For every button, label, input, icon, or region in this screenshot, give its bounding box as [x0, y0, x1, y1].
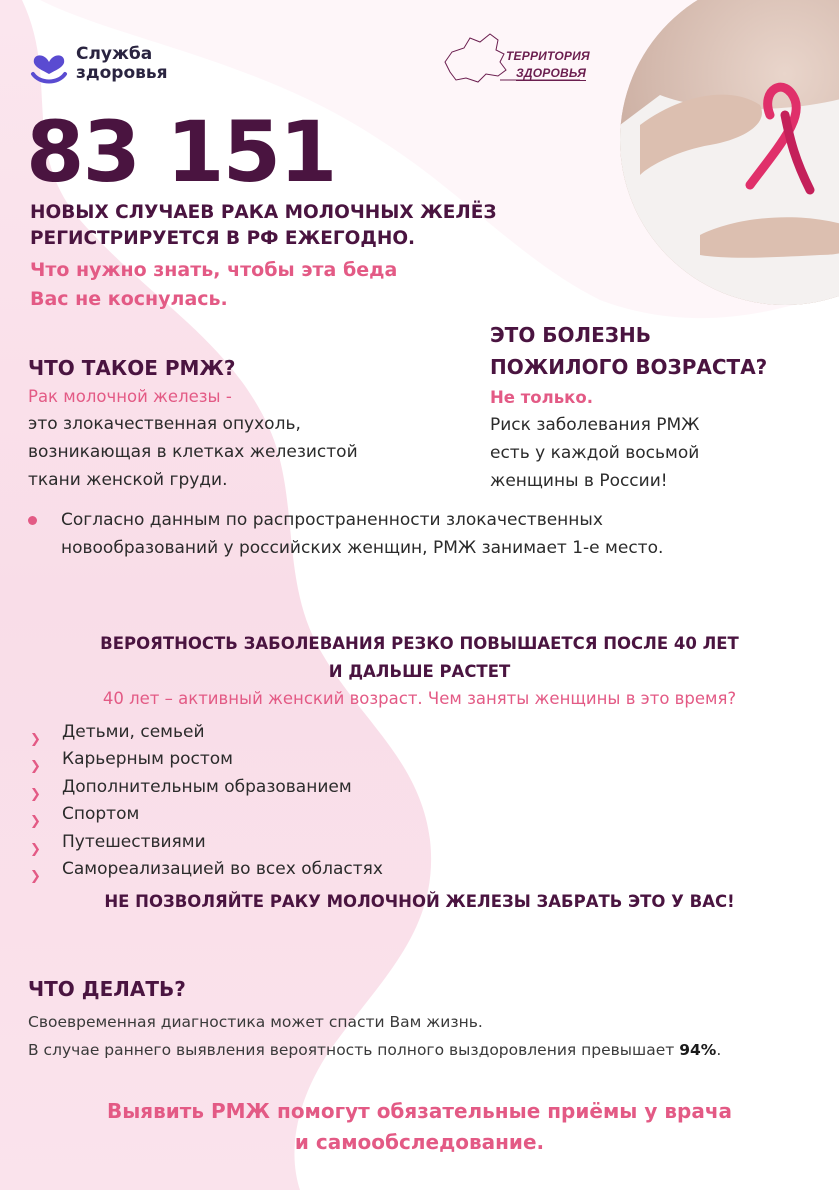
logo2-text-line2: ЗДОРОВЬЯ — [516, 66, 587, 80]
section-todo-line1: Своевременная диагностика может спасти Вам жизнь. — [28, 1013, 483, 1031]
section-age-title — [490, 319, 830, 383]
territoriya-zdorovya-logo — [440, 30, 590, 88]
chevron-right-icon: ❯ — [30, 759, 41, 775]
recovery-percent: 94% — [679, 1041, 717, 1059]
section-todo-line2 — [28, 1036, 721, 1064]
list-item-label: Дополнительным образованием — [62, 776, 352, 797]
subtitle-line2: Вас не коснулась. — [30, 288, 228, 310]
section-what-body — [28, 410, 428, 494]
section-age-body-line1: Риск заболевания РМЖ — [490, 415, 700, 435]
fact-line1: Согласно данным по распространенности злокачественных — [61, 510, 603, 530]
section-age-title-line1: ЭТО БОЛЕЗНЬ — [490, 323, 651, 347]
call-to-action: НЕ ПОЗВОЛЯЙТЕ РАКУ МОЛОЧНОЙ ЖЕЛЕЗЫ ЗАБРАТЬ ЭТО У ВАС! — [104, 892, 735, 911]
chevron-right-icon: ❯ — [30, 869, 41, 885]
logo-text-line2: здоровья — [76, 63, 168, 83]
list-item — [30, 801, 383, 829]
chevron-right-icon: ❯ — [30, 786, 41, 802]
section-what-lead: Рак молочной железы - — [28, 387, 232, 406]
section-what-title: ЧТО ТАКОЕ РМЖ? — [28, 356, 236, 380]
section-age-body — [490, 411, 810, 495]
final-line1: Выявить РМЖ помогут обязательные приёмы у врача — [106, 1099, 733, 1123]
section-todo-title: ЧТО ДЕЛАТЬ? — [28, 977, 186, 1001]
subtitle-line1: Что нужно знать, чтобы эта беда — [30, 259, 398, 281]
section-todo-period: . — [716, 1041, 722, 1059]
sluzhba-zdorovya-logo — [30, 44, 168, 84]
headline-subtitle — [30, 256, 590, 314]
list-item-label: Карьерным ростом — [62, 749, 233, 770]
section-what-body-line1: это злокачественная опухоль, — [28, 414, 301, 434]
activities-list — [30, 718, 383, 883]
final-line2: и самообследование. — [294, 1130, 545, 1154]
headline — [30, 200, 590, 252]
section-todo-body — [28, 1008, 721, 1064]
list-item-label: Спортом — [62, 804, 140, 825]
section-what-body-line2: возникающая в клетках железистой — [28, 442, 358, 462]
list-item — [30, 718, 383, 746]
section-age-lead: Не только. — [490, 388, 593, 407]
list-item-label: Путешествиями — [62, 831, 206, 852]
section-age-body-line3: женщины в России! — [490, 471, 668, 491]
logo-text-line1: Служба — [76, 44, 153, 64]
section-age-body-line2: есть у каждой восьмой — [490, 443, 700, 463]
list-item — [30, 746, 383, 774]
list-item — [30, 828, 383, 856]
probability-title-line1: ВЕРОЯТНОСТЬ ЗАБОЛЕВАНИЯ РЕЗКО ПОВЫШАЕТСЯ ПОСЛЕ 40 ЛЕТ — [100, 634, 739, 653]
list-item-label: Самореализацией во всех областях — [62, 859, 383, 880]
list-item — [30, 773, 383, 801]
final-message — [0, 1096, 839, 1158]
probability-title-line2: И ДАЛЬШЕ РАСТЕТ — [328, 662, 511, 681]
logo2-text-line1: ТЕРРИТОРИЯ — [506, 49, 590, 63]
bullet-dot-icon — [28, 516, 37, 525]
big-statistic-number: 83 151 — [26, 103, 336, 201]
section-what-body-line3: ткани женской груди. — [28, 470, 228, 490]
headline-line2: РЕГИСТРИРУЕТСЯ В РФ ЕЖЕГОДНО. — [30, 228, 416, 249]
probability-title — [0, 630, 839, 686]
chevron-right-icon: ❯ — [30, 731, 41, 747]
fact-bullet — [28, 506, 818, 562]
headline-line1: НОВЫХ СЛУЧАЕВ РАКА МОЛОЧНЫХ ЖЕЛЁЗ — [30, 202, 497, 223]
heart-logo-icon — [30, 44, 68, 84]
fact-line2: новообразований у российских женщин, РМЖ занимает 1-е место. — [61, 538, 664, 558]
section-age-title-line2: ПОЖИЛОГО ВОЗРАСТА? — [490, 355, 768, 379]
section-todo-line2-text: В случае раннего выявления вероятность полного выздоровления превышает — [28, 1041, 675, 1059]
probability-subtitle: 40 лет – активный женский возраст. Чем заняты женщины в это время? — [102, 689, 737, 708]
chevron-right-icon: ❯ — [30, 814, 41, 830]
chevron-right-icon: ❯ — [30, 841, 41, 857]
list-item — [30, 856, 383, 884]
list-item-label: Детьми, семьей — [62, 721, 205, 742]
